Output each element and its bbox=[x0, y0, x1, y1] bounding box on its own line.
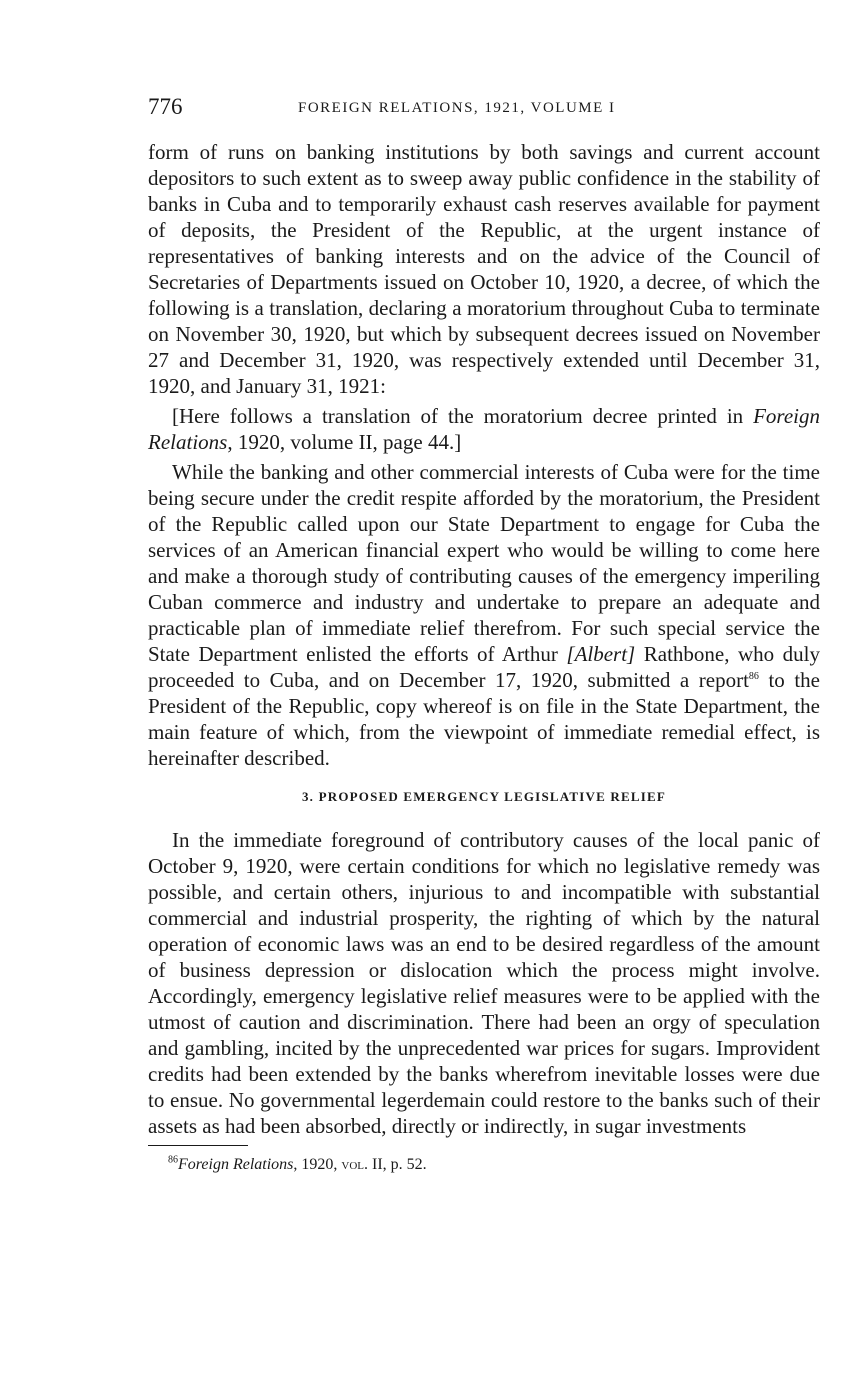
page-number: 776 bbox=[148, 94, 183, 119]
footnote-number: 86 bbox=[168, 1154, 178, 1166]
footnote-reference[interactable]: 86 bbox=[748, 671, 759, 682]
footnote-italic: Foreign Relations bbox=[178, 1156, 294, 1173]
paragraph-3 bbox=[148, 459, 820, 771]
paragraph-4: In the immediate foreground of contributory causes of the local panic of October 9, 1920, were certain conditions for which no legislative remedy was possible, and certain others, injurious to and incompatible with substantial commercial and industrial prosperity, the righting of which by the natural operation of economic laws was an end to be desired regardless of the amount of business depression or dislocation which the process might involve. Accordingly, emergency legislative relief measures were to be applied with the utmost of caution and discrimination. There had been an orgy of speculation and gambling, incited by the unprecedented war prices for sugars. Improvident credits had been extended by the banks wherefrom inevitable losses were due to ensue. No governmental legerdemain could restore to the banks such of their assets as had been absorbed, directly or indirectly, in sugar investments bbox=[148, 828, 820, 1138]
section-heading: 3. PROPOSED EMERGENCY LEGISLATIVE RELIEF bbox=[301, 789, 667, 804]
footnote-divider bbox=[148, 1145, 248, 1146]
paragraph-3-text-b: Rathbone, who duly proceeded to Cuba, and on December 17, 1920, submitted a report bbox=[148, 642, 820, 692]
paragraph-2-text-a: [Here follows a translation of the moratorium decree printed in bbox=[172, 404, 754, 428]
paragraph-3-text-a: While the banking and other commercial interests of Cuba were for the time being secure under the credit respite afforded by the moratorium, the President of the Republic called upon our State Department to engage for Cuba the services of an American financial expert who would be willing to come here and make a thorough study of contributing causes of the emergency imperiling Cuban commerce and industry and undertake to prepare an adequate and practicable plan of immediate relief therefrom. For such special service the State Department enlisted the efforts of Arthur bbox=[148, 460, 820, 666]
paragraph-2-text-b: , 1920, volume II, page 44.] bbox=[227, 430, 462, 454]
paragraph-3-bracket: [Albert] bbox=[566, 642, 636, 666]
page-header bbox=[148, 92, 820, 126]
paragraph-2-italic: Foreign Relations bbox=[148, 404, 820, 454]
paragraph-3-text-c: to the President of the Republic, copy whereof is on file in the State Department, the main feature of which, from the viewpoint of immediate remedial effect, is hereinafter described. bbox=[148, 668, 820, 770]
document-page bbox=[148, 92, 820, 1174]
footnote bbox=[148, 1156, 820, 1174]
footnote-text-b: , p. 52. bbox=[382, 1156, 427, 1173]
paragraph-2 bbox=[148, 403, 820, 455]
paragraph-1: form of runs on banking institutions by both savings and current account depositors to such extent as to sweep away public confidence in the stability of banks in Cuba and to temporarily exhaust cash reserves available for payment of deposits, the President of the Republic, at the urgent instance of representatives of banking interests and on the advice of the Council of Secretaries of Departments issued on October 10, 1920, a decree, of which the following is a translation, declaring a moratorium throughout Cuba to terminate on November 30, 1920, but which by subsequent decrees issued on November 27 and December 31, 1920, was respectively extended until December 31, 1920, and January 31, 1921: bbox=[148, 140, 820, 398]
running-title: FOREIGN RELATIONS, 1921, VOLUME I bbox=[298, 100, 616, 116]
footnote-volume: vol. II bbox=[341, 1156, 383, 1173]
footnote-text-a: , 1920, bbox=[293, 1156, 342, 1173]
